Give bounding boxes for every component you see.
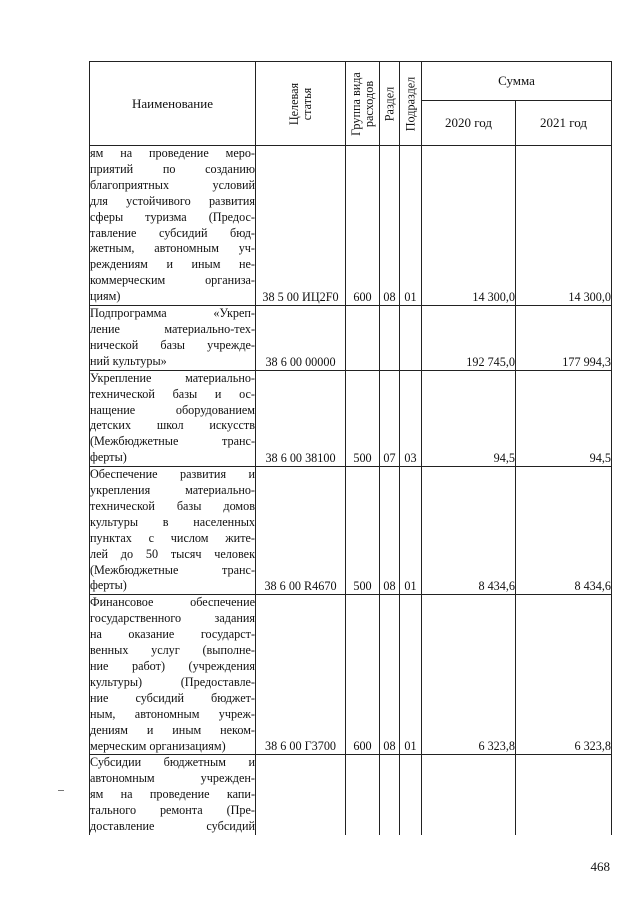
row-sum-2021: 177 994,3 [516,306,612,371]
row-name: Обеспечение развития и укрепления материально- технической базы домов культуры в населенных пунктах с числом жите- лей до 50 тысяч человек (Межбюджетные транс- ферты) [90,467,256,595]
header-expense-group-text: Группа вида расходов [348,71,376,136]
table-row [90,146,612,306]
row-subsection: 01 [400,467,422,595]
table-row [90,755,612,835]
header-sum: Сумма [422,62,612,101]
row-section: 08 [380,467,400,595]
row-target-article: 38 6 00 38100 [256,370,346,466]
row-target-article [256,755,346,835]
row-name: Финансовое обеспечение государственного задания на оказание государст- венных услуг (выполне- ние работ) (учреждения культуры) (Предоставле- ние субсидий бюджет- ным, автономным учреж- дениям и иным неком- мерческим организациям) [90,595,256,755]
header-subsection-text: Подраздел [403,76,417,131]
row-section [380,306,400,371]
page-number: 468 [590,859,610,874]
row-expense-group: 600 [346,595,380,755]
header-name: Наименование [90,62,256,146]
header-year-2021: 2021 год [516,101,612,146]
row-sum-2020: 14 300,0 [422,146,516,306]
row-expense-group: 600 [346,146,380,306]
row-name: Укрепление материально- технической базы и ос- нащение оборудованием детских школ искусств (Межбюджетные транс- ферты) [90,370,256,466]
row-section: 08 [380,595,400,755]
row-sum-2021: 94,5 [516,370,612,466]
header-subsection [400,62,422,146]
row-name: ям на проведение меро- приятий по созданию благоприятных условий для устойчивого развития сферы туризма (Предос- тавление субсидий бюд- жетным, автономным уч- реждениям и иным не- коммерческим организа- циям) [90,146,256,306]
header-section [380,62,400,146]
row-expense-group: 500 [346,370,380,466]
table-row [90,370,612,466]
row-expense-group [346,306,380,371]
budget-table [89,61,612,835]
header-target-article [256,62,346,146]
table-row [90,595,612,755]
row-subsection: 03 [400,370,422,466]
row-sum-2021: 6 323,8 [516,595,612,755]
header-expense-group [346,62,380,146]
row-section: 07 [380,370,400,466]
row-target-article: 38 5 00 ИЦ2F0 [256,146,346,306]
row-sum-2020 [422,755,516,835]
row-target-article: 38 6 00 00000 [256,306,346,371]
row-expense-group [346,755,380,835]
margin-mark [58,790,64,791]
row-subsection [400,755,422,835]
row-sum-2020: 192 745,0 [422,306,516,371]
row-sum-2021: 8 434,6 [516,467,612,595]
row-section [380,755,400,835]
header-target-article-text: Целевая статья [286,82,314,125]
row-sum-2020: 94,5 [422,370,516,466]
row-sum-2020: 6 323,8 [422,595,516,755]
row-subsection: 01 [400,146,422,306]
table-body [90,146,612,835]
row-section: 08 [380,146,400,306]
row-subsection [400,306,422,371]
row-name: Подпрограмма «Укреп- ление материально-тех- нической базы учрежде- ний культуры» [90,306,256,371]
row-name: Субсидии бюджетным и автономным учрежден- ям на проведение капи- тального ремонта (Пре- доставление субсидий [90,755,255,834]
header-year-2020: 2020 год [422,101,516,146]
row-sum-2021: 14 300,0 [516,146,612,306]
row-subsection: 01 [400,595,422,755]
row-expense-group: 500 [346,467,380,595]
table-row [90,467,612,595]
row-sum-2020: 8 434,6 [422,467,516,595]
table-row [90,306,612,371]
row-sum-2021 [516,755,612,835]
header-section-text: Раздел [382,86,396,121]
row-target-article: 38 6 00 R4670 [256,467,346,595]
table-header [90,62,612,146]
row-target-article: 38 6 00 Г3700 [256,595,346,755]
